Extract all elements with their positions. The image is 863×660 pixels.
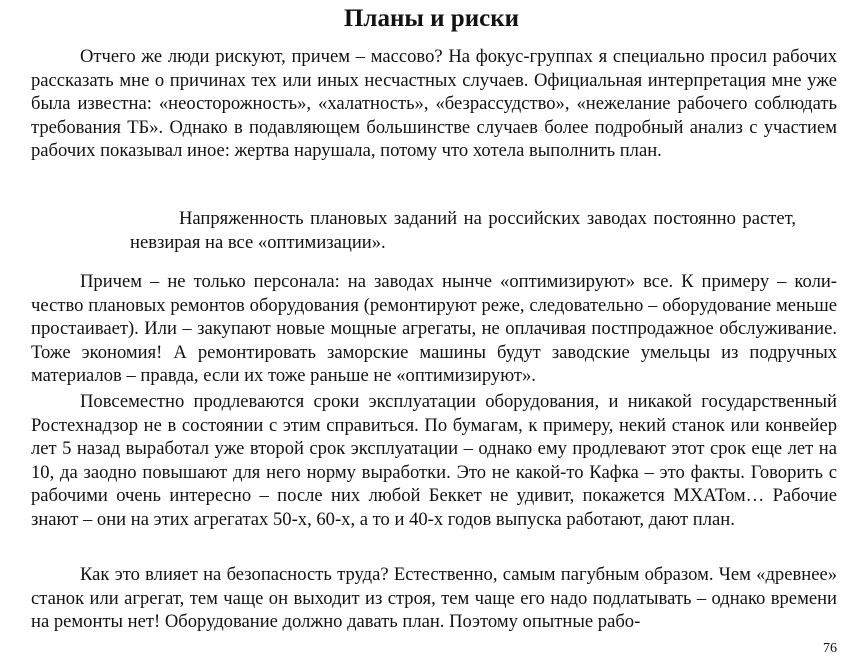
paragraph-4: Как это влияет на безопасность труда? Естественно, самым пагубным образом. Чем «древнее» станок или агрегат, тем чаще он выходит из строя, тем чаще его надо подлатывать – однако времени на ремонты нет! Оборудование должно давать план. Поэтому опытные рабо- — [31, 564, 837, 632]
page-number: 76 — [823, 641, 837, 656]
page-title: Планы и риски — [343, 5, 519, 32]
paragraph-2: Причем – не только персонала: на заводах нынче «оптимизируют» все. К примеру – количество плановых ремонтов оборудования (ремонтируют реже, следовательно – оборудование меньше простаивает). Или – закупают новые мощные агрегаты, не оплачивая постпродажное обслуживание. Тоже экономия! А ремонтировать заморские машины будут заводские умельцы из подручных материалов – правда, если их тоже раньше не «оптимизируют». — [31, 271, 837, 386]
paragraph-3: Повсеместно продлеваются сроки эксплуатации оборудования, и никакой государственный Ростехнадзор не в состоянии с этим справиться. По бумагам, к примеру, некий станок или конвейер лет 5 назад выработал уже второй срок эксплуатации – однако ему продлевают этот срок еще лет на 10, да заодно повышают для него норму выработки. Это не какой-то Кафка – это факты. Говорить с рабочими очень интересно – после них любой Беккет не удивит, покажется МХАТом… Рабочие знают – они на этих агрегатах 50-х, 60-х, а то и 40-х годов выпуска работают, дают план. — [31, 391, 837, 530]
callout-quote: Напряженность плановых заданий на российских заводах постоянно растет, невзирая на все «оптимизации». — [130, 208, 796, 253]
paragraph-1: Отчего же люди рискуют, причем – массово? На фокус-группах я специально просил рабочих рассказать мне о причинах тех или иных несчастных случаев. Официальная интерпретация мне уже была известна: «неосторожность», «халатность», «безрассудство», «нежелание рабочего соблюдать требования ТБ». Однако в подавляющем большинстве случаев более подробный анализ с участием рабочих показывал иное: жертва нарушала, потому что хотела выполнить план. — [31, 46, 837, 161]
